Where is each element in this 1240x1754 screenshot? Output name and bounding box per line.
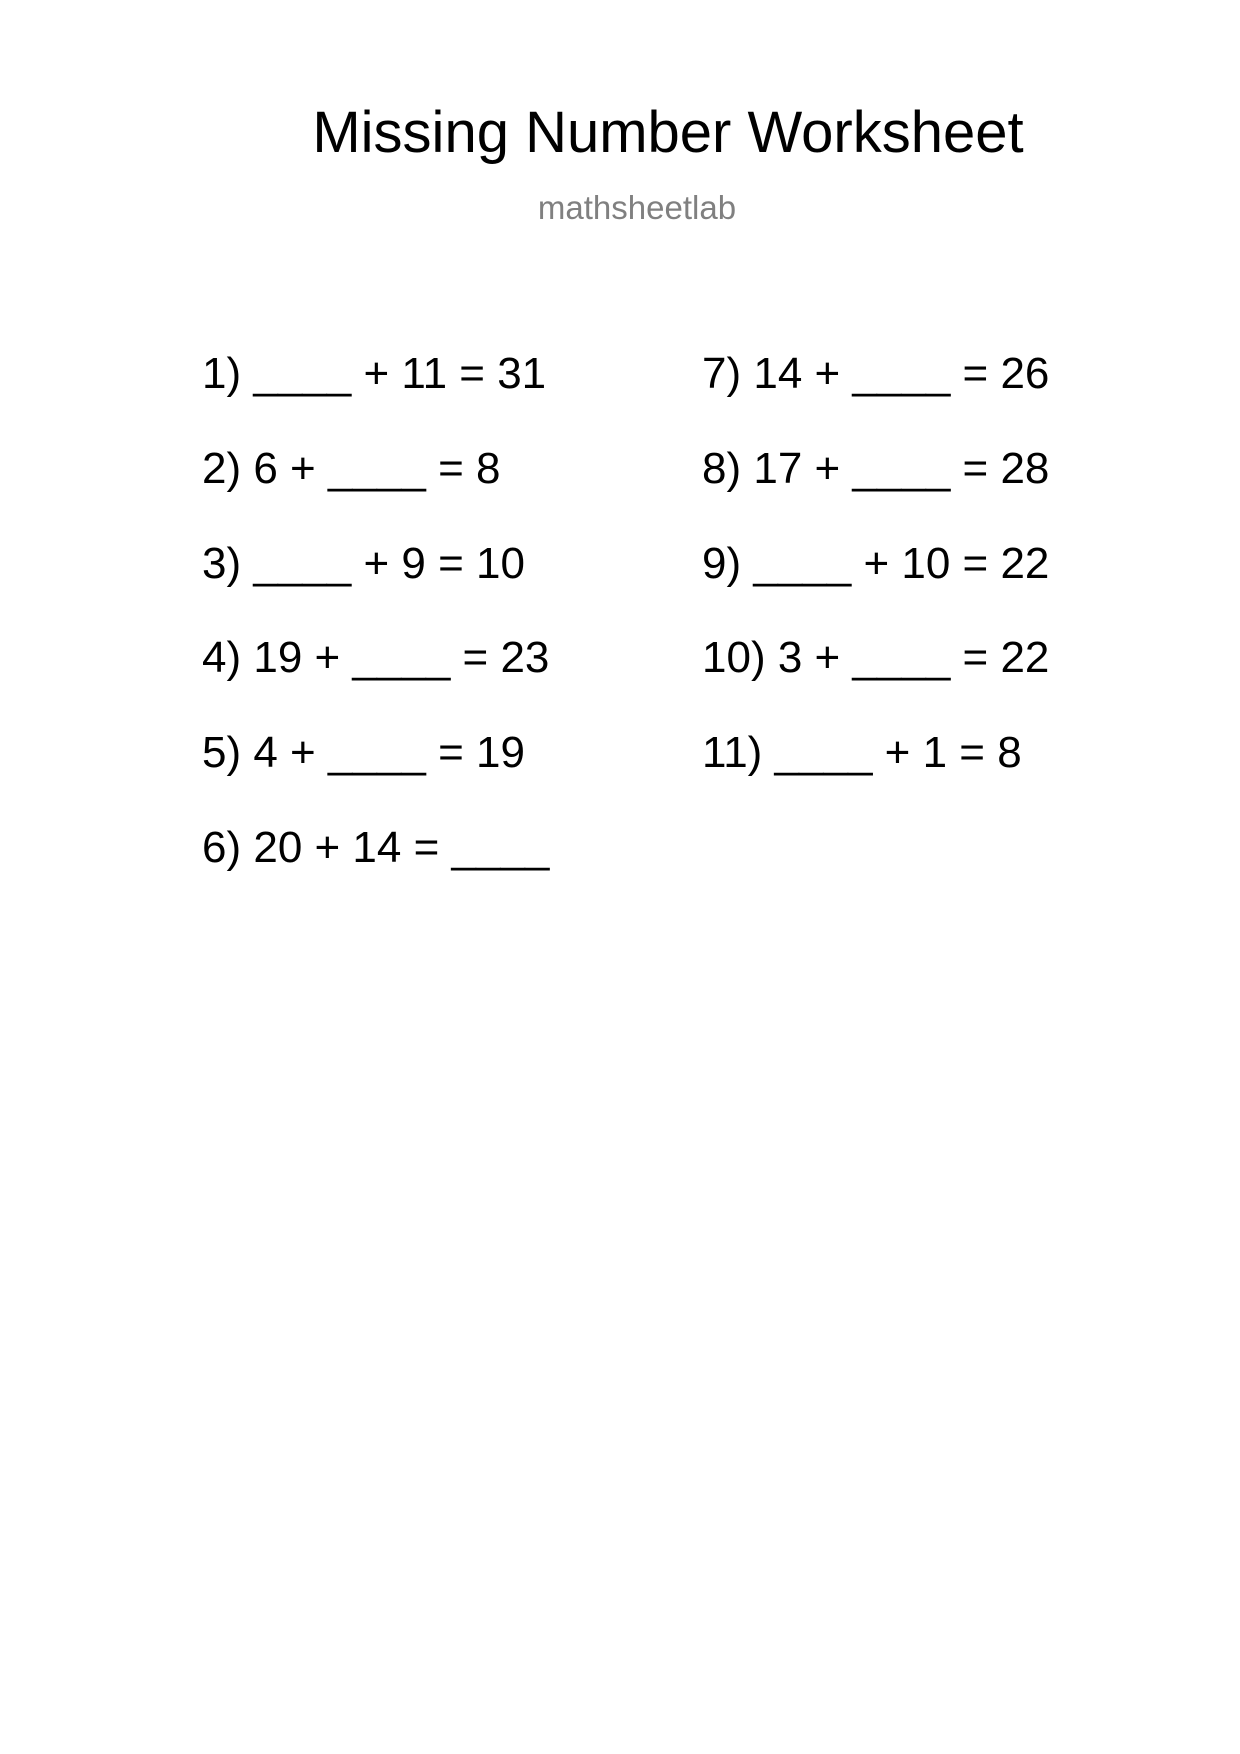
problem-6: 6) 20 + 14 = ____ xyxy=(202,822,550,872)
problem-7: 7) 14 + ____ = 26 xyxy=(702,349,1050,398)
problem-1: 1) ____ + 11 = 31 xyxy=(202,349,547,398)
problem-9: 9) ____ + 10 = 22 xyxy=(702,538,1050,588)
problem-3: 3) ____ + 9 = 10 xyxy=(202,538,525,588)
problem-8: 8) 17 + ____ = 28 xyxy=(702,443,1050,493)
problem-2: 2) 6 + ____ = 8 xyxy=(202,443,501,493)
problem-11: 11) ____ + 1 = 8 xyxy=(702,728,1022,778)
problems-right-column xyxy=(702,349,1049,823)
problem-5: 5) 4 + ____ = 19 xyxy=(202,728,525,778)
page-subtitle: mathsheetlab xyxy=(537,189,737,226)
problem-10: 10) 3 + ____ = 22 xyxy=(702,633,1050,683)
page-title: Missing Number Worksheet xyxy=(312,100,1024,165)
problem-4: 4) 19 + ____ = 23 xyxy=(202,633,550,683)
problems-left-column xyxy=(202,349,549,918)
